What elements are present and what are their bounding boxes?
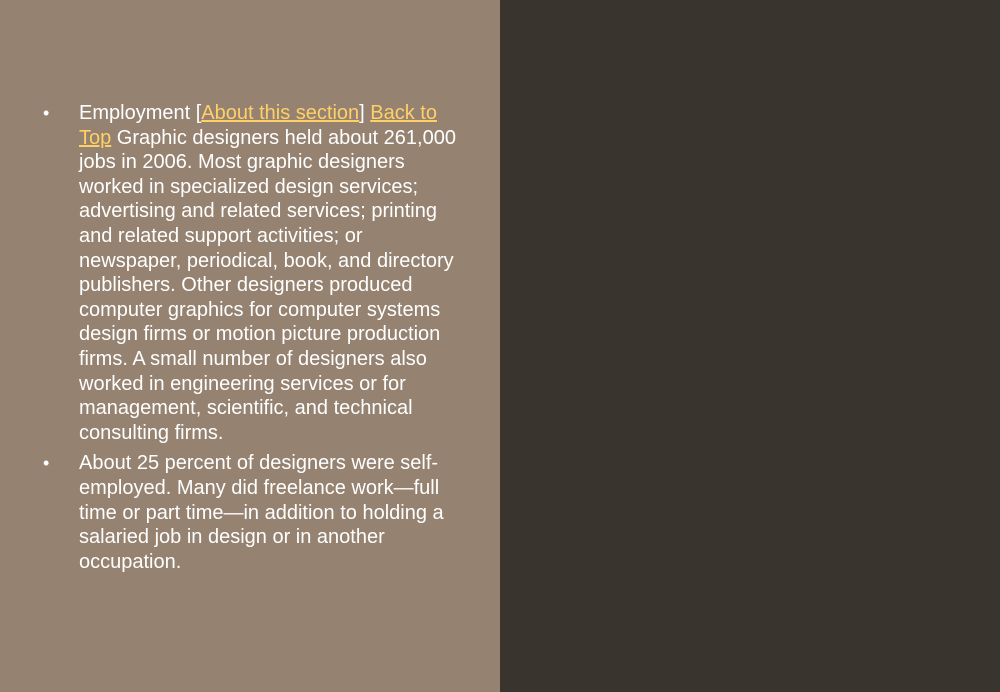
bullet-list <box>0 101 500 580</box>
bullet-icon: • <box>43 103 50 123</box>
section-heading-text: Employment [ <box>79 102 202 124</box>
bracket-close-text: ] <box>359 102 371 124</box>
bullet-icon: • <box>43 453 50 474</box>
about-section-link[interactable]: About this section <box>201 102 360 124</box>
blank-panel <box>500 0 1000 692</box>
employment-paragraph: Graphic designers held about 261,000 jobs in 2006. Most graphic designers worked in specialized design services; advertising and related services; printing and related support activities; or newspaper, periodical, book, and directory publishers. Other designers produced computer graphics for computer systems design firms or motion picture production firms. A small number of designers also worked in engineering services or for management, scientific, and technical consulting firms. <box>79 126 456 444</box>
self-employed-paragraph: About 25 percent of designers were self-employed. Many did freelance work—full time or part time—in addition to holding a salaried job in design or in another occupation. <box>79 452 444 573</box>
back-to-top-link[interactable]: Back to Top <box>79 102 437 149</box>
list-item-employment <box>0 101 459 445</box>
list-item-self-employed <box>0 451 459 574</box>
